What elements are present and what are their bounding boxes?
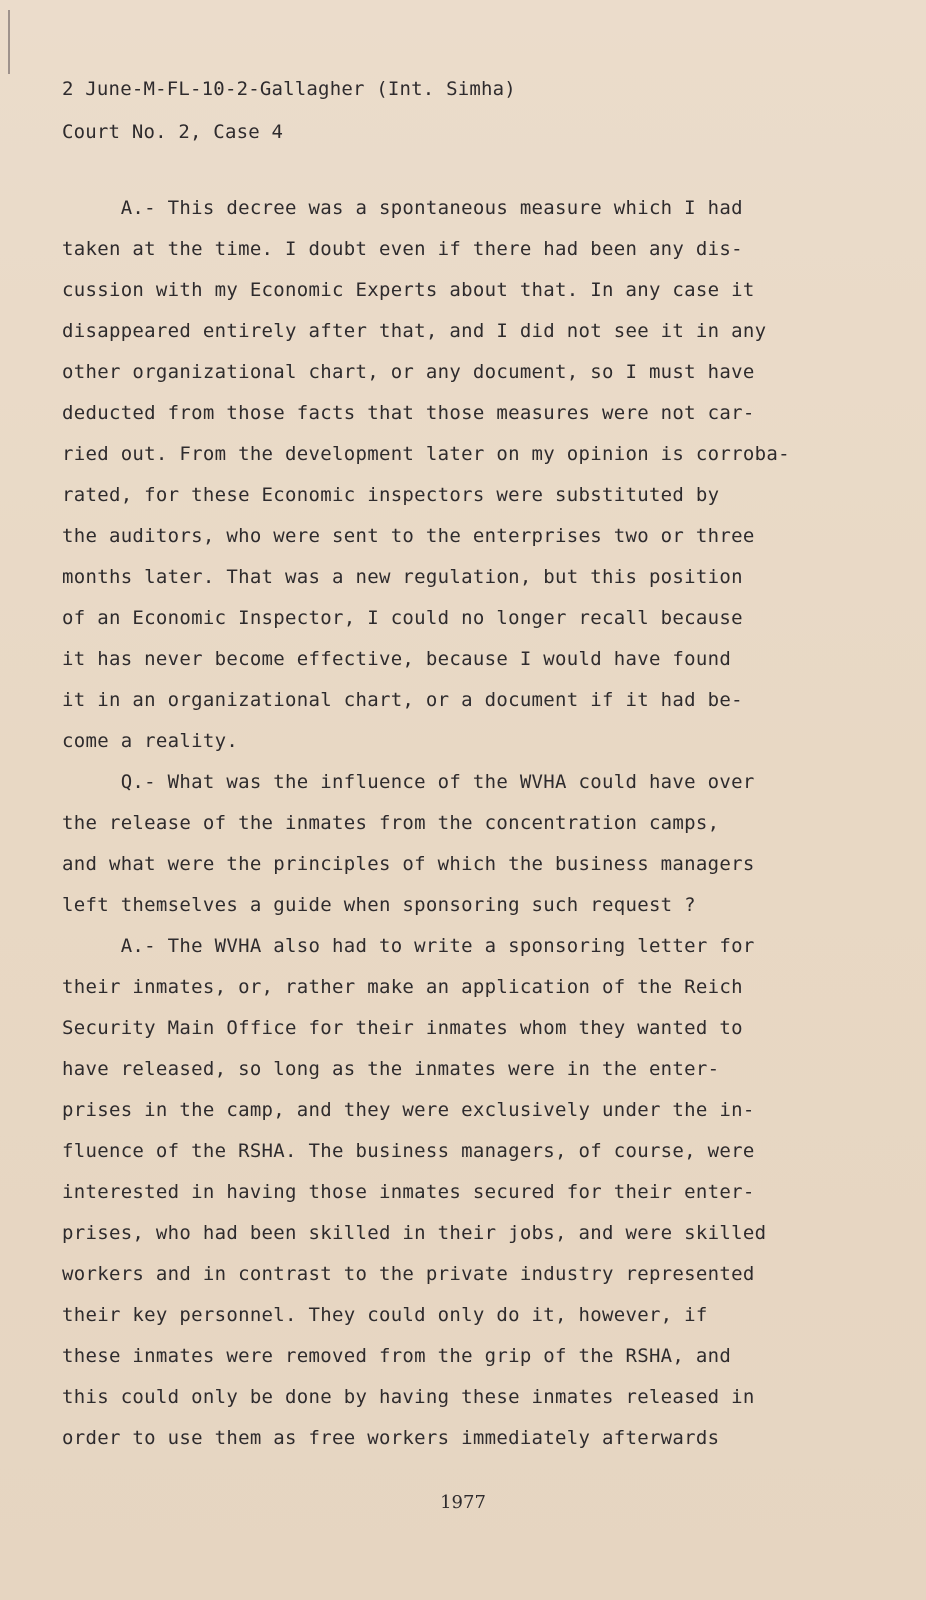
text-line: come a reality.	[62, 730, 239, 752]
text-line: order to use them as free workers immediately afterwards	[62, 1427, 720, 1449]
text-line: left themselves a guide when sponsoring such request ?	[62, 894, 696, 916]
text-line: disappeared entirely after that, and I did not see it in any	[62, 320, 767, 342]
text-line: workers and in contrast to the private industry represented	[62, 1263, 755, 1285]
header-reference: 2 June-M-FL-10-2-Gallagher (Int. Simha)	[62, 78, 516, 100]
text-line: rated, for these Economic inspectors were substituted by	[62, 484, 720, 506]
text-line: it in an organizational chart, or a document if it had be-	[62, 689, 743, 711]
text-line: this could only be done by having these inmates released in	[62, 1386, 755, 1408]
text-line: their key personnel. They could only do it, however, if	[62, 1304, 708, 1326]
page-number: 1977	[440, 1492, 486, 1513]
text-line: interested in having those inmates secured for their enter-	[62, 1181, 755, 1203]
text-line: their inmates, or, rather make an application of the Reich	[62, 976, 743, 998]
text-line: these inmates were removed from the grip of the RSHA, and	[62, 1345, 732, 1367]
header-court: Court No. 2, Case 4	[62, 121, 284, 143]
text-line: prises, who had been skilled in their jobs, and were skilled	[62, 1222, 767, 1244]
text-line: other organizational chart, or any document, so I must have	[62, 361, 755, 383]
text-line: prises in the camp, and they were exclusively under the in-	[62, 1099, 755, 1121]
text-line: Q.- What was the influence of the WVHA could have over	[62, 771, 755, 793]
text-line: the auditors, who were sent to the enterprises two or three	[62, 525, 755, 547]
text-line: Security Main Office for their inmates whom they wanted to	[62, 1017, 743, 1039]
text-line: the release of the inmates from the concentration camps,	[62, 812, 720, 834]
text-line: A.- The WVHA also had to write a sponsoring letter for	[62, 935, 755, 957]
edge-mark	[8, 10, 10, 74]
text-line: it has never become effective, because I would have found	[62, 648, 732, 670]
text-line: taken at the time. I doubt even if there had been any dis-	[62, 238, 743, 260]
text-line: fluence of the RSHA. The business managers, of course, were	[62, 1140, 755, 1162]
text-line: and what were the principles of which the business managers	[62, 853, 755, 875]
text-line: have released, so long as the inmates were in the enter-	[62, 1058, 720, 1080]
text-line: ried out. From the development later on my opinion is corroba-	[62, 443, 790, 465]
text-line: months later. That was a new regulation, but this position	[62, 566, 743, 588]
text-line: deducted from those facts that those measures were not car-	[62, 402, 755, 424]
text-line: of an Economic Inspector, I could no longer recall because	[62, 607, 743, 629]
text-line: A.- This decree was a spontaneous measure which I had	[62, 197, 743, 219]
text-line: cussion with my Economic Experts about that. In any case it	[62, 279, 755, 301]
